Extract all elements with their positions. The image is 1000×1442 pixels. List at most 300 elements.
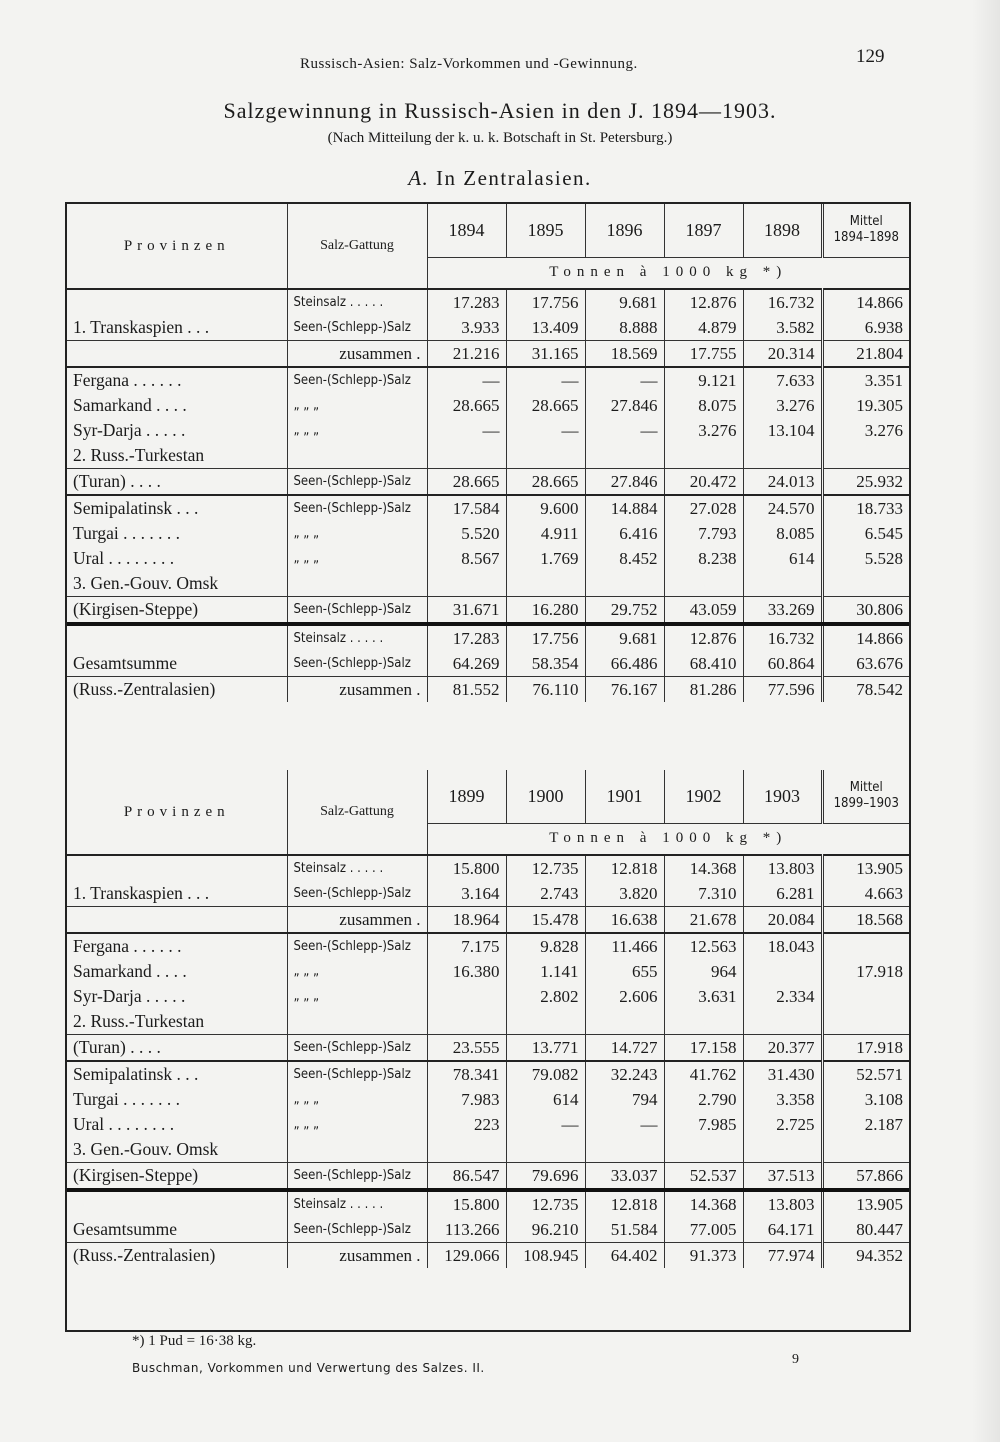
- value-cell: [506, 571, 585, 597]
- table-row: [67, 1009, 909, 1035]
- value-cell: 13.409: [506, 315, 585, 341]
- table-row: [67, 289, 909, 315]
- salt-type-cell: Seen-(Schlepp-)Salz: [287, 1163, 427, 1191]
- value-cell: 9.121: [664, 367, 743, 393]
- table-row: [67, 443, 909, 469]
- mean-cell: 30.806: [822, 597, 909, 625]
- salt-type-cell: zusammen .: [287, 907, 427, 934]
- value-cell: 12.818: [585, 1190, 664, 1217]
- province-cell: Fergana . . . . . .: [67, 933, 287, 959]
- province-cell: [67, 624, 287, 651]
- province-cell: 3. Gen.-Gouv. Omsk: [73, 573, 219, 593]
- value-cell: 223: [427, 1112, 506, 1137]
- mean-cell: 21.804: [822, 341, 909, 368]
- section-letter: A.: [408, 166, 430, 190]
- header-salz-gattung: Salz-Gattung: [287, 770, 427, 855]
- province-cell: Turgai . . . . . . .: [73, 523, 180, 543]
- value-cell: 8.085: [743, 521, 822, 546]
- value-cell: 3.276: [743, 393, 822, 418]
- header-mittel-label: Mittel: [849, 214, 883, 230]
- header-year: 1895: [506, 204, 585, 257]
- value-cell: —: [427, 367, 506, 393]
- value-cell: 2.334: [743, 984, 822, 1009]
- province-cell: 2. Russ.-Turkestan: [73, 445, 205, 465]
- value-cell: [585, 1009, 664, 1035]
- mean-cell: [822, 933, 909, 959]
- salt-type-cell: „ „ „: [287, 959, 427, 984]
- value-cell: 31.165: [506, 341, 585, 368]
- value-cell: 7.793: [664, 521, 743, 546]
- value-cell: 76.110: [506, 677, 585, 703]
- value-cell: [664, 1137, 743, 1163]
- value-cell: 79.082: [506, 1061, 585, 1087]
- province-cell: Ural . . . . . . . .: [73, 1114, 175, 1134]
- table-row: [67, 597, 909, 625]
- value-cell: 2.802: [506, 984, 585, 1009]
- salt-type-cell: Seen-(Schlepp-)Salz: [287, 367, 427, 393]
- value-cell: 24.570: [743, 495, 822, 521]
- value-cell: 5.520: [427, 521, 506, 546]
- mean-cell: 57.866: [822, 1163, 909, 1191]
- value-cell: 16.380: [427, 959, 506, 984]
- mean-cell: 63.676: [822, 651, 909, 677]
- value-cell: 3.631: [664, 984, 743, 1009]
- salt-type-cell: „ „ „: [287, 393, 427, 418]
- province-cell: (Russ.-Zentralasien): [67, 677, 287, 703]
- value-cell: 7.985: [664, 1112, 743, 1137]
- value-cell: 1.769: [506, 546, 585, 571]
- province-cell: Semipalatinsk . . .: [67, 495, 287, 521]
- salt-type-cell: Seen-(Schlepp-)Salz: [287, 1217, 427, 1243]
- value-cell: 12.735: [506, 855, 585, 881]
- value-cell: 8.075: [664, 393, 743, 418]
- value-cell: —: [585, 367, 664, 393]
- mean-cell: 6.545: [822, 521, 909, 546]
- table-row: [67, 881, 909, 907]
- value-cell: 17.756: [506, 289, 585, 315]
- salt-type-cell: Seen-(Schlepp-)Salz: [287, 469, 427, 496]
- value-cell: 18.043: [743, 933, 822, 959]
- table-row: [67, 521, 909, 546]
- value-cell: 18.964: [427, 907, 506, 934]
- value-cell: 60.864: [743, 651, 822, 677]
- mean-cell: 2.187: [822, 1112, 909, 1137]
- header-mittel: [822, 204, 909, 257]
- value-cell: 13.771: [506, 1035, 585, 1062]
- value-cell: 58.354: [506, 651, 585, 677]
- section-title: [0, 166, 1000, 191]
- header-year: 1898: [743, 204, 822, 257]
- table-row: [67, 677, 909, 703]
- value-cell: 2.725: [743, 1112, 822, 1137]
- mean-cell: [822, 443, 909, 469]
- value-cell: [743, 1009, 822, 1035]
- value-cell: 31.671: [427, 597, 506, 625]
- table-row: [67, 393, 909, 418]
- value-cell: 64.171: [743, 1217, 822, 1243]
- header-mittel-range: 1894–1898: [833, 230, 899, 246]
- table-row: [67, 1035, 909, 1062]
- header-year: 1896: [585, 204, 664, 257]
- value-cell: [743, 443, 822, 469]
- mean-cell: 94.352: [822, 1243, 909, 1269]
- value-cell: 76.167: [585, 677, 664, 703]
- value-cell: 8.888: [585, 315, 664, 341]
- value-cell: 614: [743, 546, 822, 571]
- value-cell: 12.876: [664, 289, 743, 315]
- value-cell: 51.584: [585, 1217, 664, 1243]
- value-cell: [427, 1137, 506, 1163]
- value-cell: 14.884: [585, 495, 664, 521]
- province-cell: 1. Transkaspien . . .: [73, 883, 210, 903]
- value-cell: 77.005: [664, 1217, 743, 1243]
- table-row: [67, 624, 909, 651]
- mean-cell: 19.305: [822, 393, 909, 418]
- header-year: 1902: [664, 770, 743, 823]
- value-cell: 52.537: [664, 1163, 743, 1191]
- value-cell: 79.696: [506, 1163, 585, 1191]
- table-row: [67, 959, 909, 984]
- province-cell: (Kirgisen-Steppe): [67, 1163, 287, 1191]
- value-cell: 91.373: [664, 1243, 743, 1269]
- mean-cell: 3.108: [822, 1087, 909, 1112]
- value-cell: —: [585, 418, 664, 443]
- value-cell: 4.879: [664, 315, 743, 341]
- value-cell: 17.283: [427, 624, 506, 651]
- mean-cell: 80.447: [822, 1217, 909, 1243]
- section-name: In Zentralasien.: [436, 166, 592, 190]
- value-cell: 964: [664, 959, 743, 984]
- value-cell: 29.752: [585, 597, 664, 625]
- value-cell: [585, 1137, 664, 1163]
- table-row: [67, 1087, 909, 1112]
- value-cell: [506, 443, 585, 469]
- table-row: [67, 315, 909, 341]
- value-cell: 108.945: [506, 1243, 585, 1269]
- value-cell: 3.164: [427, 881, 506, 907]
- header-year: 1903: [743, 770, 822, 823]
- province-cell: [67, 341, 287, 368]
- province-cell: (Turan) . . . .: [67, 469, 287, 496]
- value-cell: 15.800: [427, 1190, 506, 1217]
- header-year: 1894: [427, 204, 506, 257]
- value-cell: 13.104: [743, 418, 822, 443]
- province-cell: [67, 289, 287, 315]
- value-cell: 16.732: [743, 289, 822, 315]
- salt-type-cell: Seen-(Schlepp-)Salz: [287, 1061, 427, 1087]
- salt-type-cell: Seen-(Schlepp-)Salz: [287, 933, 427, 959]
- value-cell: —: [506, 367, 585, 393]
- value-cell: 16.732: [743, 624, 822, 651]
- header-year: 1900: [506, 770, 585, 823]
- value-cell: 7.310: [664, 881, 743, 907]
- value-cell: 16.638: [585, 907, 664, 934]
- value-cell: —: [506, 1112, 585, 1137]
- table-row: [67, 418, 909, 443]
- province-cell: Syr-Darja . . . . .: [73, 986, 186, 1006]
- salt-type-cell: [287, 571, 427, 597]
- salt-type-cell: „ „ „: [287, 1112, 427, 1137]
- mean-cell: 17.918: [822, 1035, 909, 1062]
- value-cell: 27.028: [664, 495, 743, 521]
- value-cell: 20.377: [743, 1035, 822, 1062]
- mean-cell: 3.351: [822, 367, 909, 393]
- value-cell: 14.368: [664, 1190, 743, 1217]
- salt-type-cell: Seen-(Schlepp-)Salz: [287, 881, 427, 907]
- salt-type-cell: Seen-(Schlepp-)Salz: [287, 597, 427, 625]
- value-cell: 27.846: [585, 393, 664, 418]
- mean-cell: [822, 1009, 909, 1035]
- value-cell: [743, 959, 822, 984]
- table-row: [67, 907, 909, 934]
- footnote: *) 1 Pud = 16·38 kg.: [132, 1333, 257, 1349]
- value-cell: 77.974: [743, 1243, 822, 1269]
- value-cell: 14.368: [664, 855, 743, 881]
- value-cell: 9.600: [506, 495, 585, 521]
- salt-type-cell: Steinsalz . . . . .: [287, 855, 427, 881]
- value-cell: 15.478: [506, 907, 585, 934]
- value-cell: 24.013: [743, 469, 822, 496]
- value-cell: 8.567: [427, 546, 506, 571]
- value-cell: [427, 571, 506, 597]
- value-cell: 13.803: [743, 855, 822, 881]
- signature-mark: 9: [792, 1352, 799, 1367]
- value-cell: 64.269: [427, 651, 506, 677]
- value-cell: 8.238: [664, 546, 743, 571]
- value-cell: 129.066: [427, 1243, 506, 1269]
- value-cell: 28.665: [506, 469, 585, 496]
- table-row: [67, 1217, 909, 1243]
- salt-type-cell: [287, 443, 427, 469]
- province-cell: Samarkand . . . .: [73, 961, 187, 981]
- value-cell: 18.569: [585, 341, 664, 368]
- value-cell: 31.430: [743, 1061, 822, 1087]
- salt-type-cell: Steinsalz . . . . .: [287, 1190, 427, 1217]
- province-cell: Gesamtsumme: [73, 653, 178, 673]
- salt-type-cell: „ „ „: [287, 984, 427, 1009]
- value-cell: [664, 1009, 743, 1035]
- value-cell: 27.846: [585, 469, 664, 496]
- mean-cell: 6.938: [822, 315, 909, 341]
- mean-cell: [822, 1137, 909, 1163]
- value-cell: 17.755: [664, 341, 743, 368]
- province-cell: Gesamtsumme: [73, 1219, 178, 1239]
- table-row: [67, 495, 909, 521]
- mean-cell: 13.905: [822, 1190, 909, 1217]
- value-cell: [743, 1137, 822, 1163]
- mean-cell: 13.905: [822, 855, 909, 881]
- province-cell: 3. Gen.-Gouv. Omsk: [73, 1139, 219, 1159]
- value-cell: 2.606: [585, 984, 664, 1009]
- value-cell: 7.983: [427, 1087, 506, 1112]
- province-cell: 2. Russ.-Turkestan: [73, 1011, 205, 1031]
- salt-type-cell: Seen-(Schlepp-)Salz: [287, 495, 427, 521]
- value-cell: 68.410: [664, 651, 743, 677]
- province-cell: [67, 907, 287, 934]
- mean-cell: [822, 571, 909, 597]
- salt-type-cell: zusammen .: [287, 677, 427, 703]
- value-cell: 794: [585, 1087, 664, 1112]
- value-cell: 23.555: [427, 1035, 506, 1062]
- table-row: [67, 1112, 909, 1137]
- value-cell: [506, 1137, 585, 1163]
- salt-type-cell: Seen-(Schlepp-)Salz: [287, 315, 427, 341]
- salt-table-1894-1898: [67, 204, 909, 702]
- value-cell: 81.286: [664, 677, 743, 703]
- header-salz-gattung: Salz-Gattung: [287, 204, 427, 289]
- value-cell: 41.762: [664, 1061, 743, 1087]
- value-cell: [664, 443, 743, 469]
- value-cell: [427, 984, 506, 1009]
- value-cell: 3.820: [585, 881, 664, 907]
- table-row: [67, 1163, 909, 1191]
- table-row: [67, 1243, 909, 1269]
- province-cell: Fergana . . . . . .: [67, 367, 287, 393]
- mean-cell: 25.932: [822, 469, 909, 496]
- value-cell: [585, 443, 664, 469]
- value-cell: —: [585, 1112, 664, 1137]
- value-cell: 2.790: [664, 1087, 743, 1112]
- header-mittel-label: Mittel: [849, 780, 883, 796]
- value-cell: 12.818: [585, 855, 664, 881]
- table-row: [67, 933, 909, 959]
- value-cell: 20.472: [664, 469, 743, 496]
- running-head: Russisch-Asien: Salz-Vorkommen und -Gewinnung.: [300, 56, 638, 72]
- salt-type-cell: Steinsalz . . . . .: [287, 289, 427, 315]
- value-cell: 1.141: [506, 959, 585, 984]
- value-cell: 113.266: [427, 1217, 506, 1243]
- province-cell: Samarkand . . . .: [73, 395, 187, 415]
- table-row: [67, 546, 909, 571]
- source-line: Buschman, Vorkommen und Verwertung des Salzes. II.: [132, 1361, 485, 1375]
- province-cell: 1. Transkaspien . . .: [73, 317, 210, 337]
- salt-type-cell: [287, 1137, 427, 1163]
- mean-cell: 14.866: [822, 624, 909, 651]
- header-year: 1901: [585, 770, 664, 823]
- value-cell: 13.803: [743, 1190, 822, 1217]
- table-row: [67, 855, 909, 881]
- value-cell: [743, 571, 822, 597]
- header-unit: Tonnen à 1000 kg *): [427, 823, 909, 855]
- salt-type-cell: „ „ „: [287, 418, 427, 443]
- value-cell: —: [506, 418, 585, 443]
- value-cell: 11.466: [585, 933, 664, 959]
- header-year: 1897: [664, 204, 743, 257]
- header-mittel: [822, 770, 909, 823]
- value-cell: 16.280: [506, 597, 585, 625]
- salt-type-cell: Seen-(Schlepp-)Salz: [287, 1035, 427, 1062]
- header-provinzen: Provinzen: [67, 204, 287, 289]
- value-cell: 17.283: [427, 289, 506, 315]
- province-cell: (Turan) . . . .: [67, 1035, 287, 1062]
- value-cell: 81.552: [427, 677, 506, 703]
- table-row: [67, 1061, 909, 1087]
- value-cell: 64.402: [585, 1243, 664, 1269]
- header-provinzen: Provinzen: [67, 770, 287, 855]
- table-row: [67, 469, 909, 496]
- province-cell: [67, 855, 287, 881]
- value-cell: 33.269: [743, 597, 822, 625]
- value-cell: 2.743: [506, 881, 585, 907]
- value-cell: 86.547: [427, 1163, 506, 1191]
- value-cell: 17.584: [427, 495, 506, 521]
- value-cell: 17.158: [664, 1035, 743, 1062]
- mean-cell: 52.571: [822, 1061, 909, 1087]
- value-cell: 28.665: [427, 393, 506, 418]
- page-number: 129: [856, 46, 885, 67]
- value-cell: 9.681: [585, 289, 664, 315]
- value-cell: 6.281: [743, 881, 822, 907]
- value-cell: 7.175: [427, 933, 506, 959]
- value-cell: 3.582: [743, 315, 822, 341]
- mean-cell: 18.733: [822, 495, 909, 521]
- value-cell: [585, 571, 664, 597]
- value-cell: [664, 571, 743, 597]
- province-cell: Semipalatinsk . . .: [67, 1061, 287, 1087]
- value-cell: 33.037: [585, 1163, 664, 1191]
- mean-cell: 17.918: [822, 959, 909, 984]
- value-cell: 4.911: [506, 521, 585, 546]
- salt-table-1899-1903: [67, 770, 909, 1268]
- mean-cell: 4.663: [822, 881, 909, 907]
- mean-cell: 5.528: [822, 546, 909, 571]
- value-cell: 12.563: [664, 933, 743, 959]
- value-cell: 20.314: [743, 341, 822, 368]
- value-cell: 17.756: [506, 624, 585, 651]
- value-cell: 9.828: [506, 933, 585, 959]
- value-cell: 12.876: [664, 624, 743, 651]
- mean-cell: 3.276: [822, 418, 909, 443]
- table-row: [67, 571, 909, 597]
- mean-cell: 18.568: [822, 907, 909, 934]
- salt-type-cell: [287, 1009, 427, 1035]
- province-cell: (Russ.-Zentralasien): [67, 1243, 287, 1269]
- salt-type-cell: Seen-(Schlepp-)Salz: [287, 651, 427, 677]
- value-cell: 3.933: [427, 315, 506, 341]
- value-cell: 37.513: [743, 1163, 822, 1191]
- salt-type-cell: zusammen .: [287, 341, 427, 368]
- value-cell: 78.341: [427, 1061, 506, 1087]
- value-cell: 66.486: [585, 651, 664, 677]
- value-cell: 77.596: [743, 677, 822, 703]
- value-cell: 21.216: [427, 341, 506, 368]
- value-cell: 96.210: [506, 1217, 585, 1243]
- header-mittel-range: 1899–1903: [833, 796, 899, 812]
- value-cell: 14.727: [585, 1035, 664, 1062]
- province-cell: Turgai . . . . . . .: [73, 1089, 180, 1109]
- salt-type-cell: zusammen .: [287, 1243, 427, 1269]
- value-cell: —: [427, 418, 506, 443]
- value-cell: 6.416: [585, 521, 664, 546]
- header-year: 1899: [427, 770, 506, 823]
- province-cell: [67, 1190, 287, 1217]
- page-subtitle: (Nach Mitteilung der k. u. k. Botschaft in St. Petersburg.): [327, 130, 673, 146]
- value-cell: 15.800: [427, 855, 506, 881]
- mean-cell: [822, 984, 909, 1009]
- value-cell: 655: [585, 959, 664, 984]
- value-cell: 3.276: [664, 418, 743, 443]
- value-cell: 20.084: [743, 907, 822, 934]
- table-row: [67, 341, 909, 368]
- value-cell: 28.665: [427, 469, 506, 496]
- value-cell: 43.059: [664, 597, 743, 625]
- value-cell: 28.665: [506, 393, 585, 418]
- value-cell: 12.735: [506, 1190, 585, 1217]
- mean-cell: 78.542: [822, 677, 909, 703]
- value-cell: 7.633: [743, 367, 822, 393]
- page-title: Salzgewinnung in Russisch-Asien in den J. 1894—1903.: [223, 98, 777, 123]
- value-cell: [427, 443, 506, 469]
